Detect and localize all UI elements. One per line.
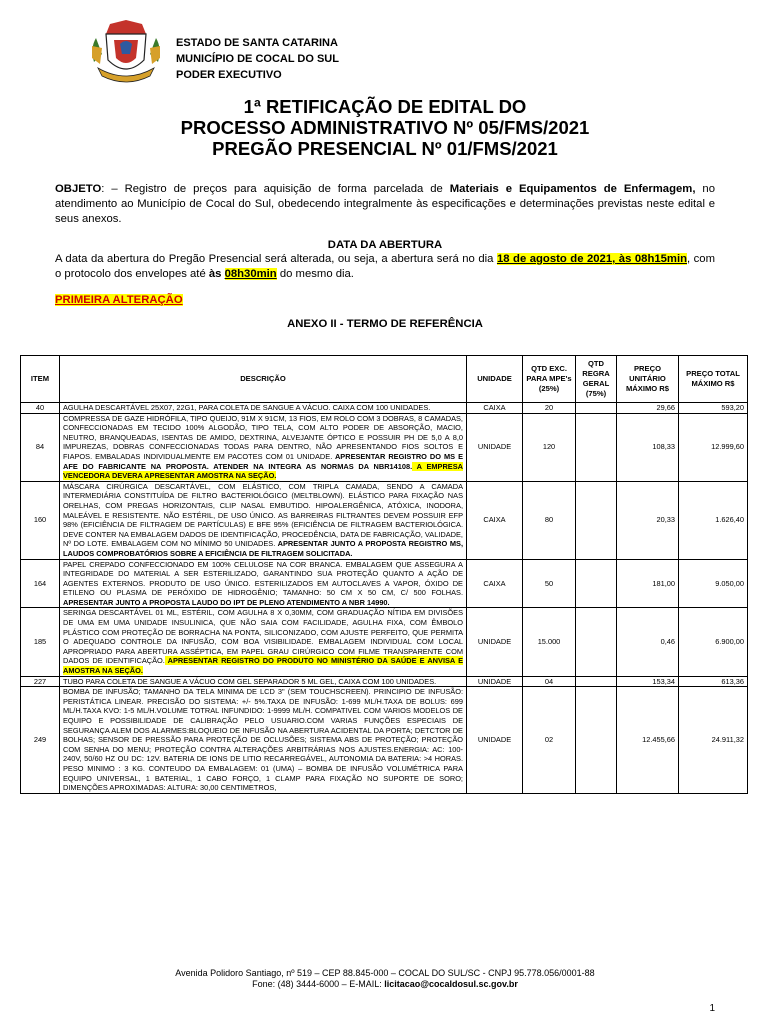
cell-qtd-exc: 15.000 [523, 608, 576, 676]
cell-descricao [60, 687, 467, 794]
objeto-text-2: no atendimento ao Município de Cocal do Sul, obedecendo integralmente às especificações e determinações previstas neste edital e seus anexos. [55, 183, 715, 225]
cell-preco-total: 9.050,00 [679, 559, 748, 608]
cell-preco-unitario: 12.455,66 [617, 687, 679, 794]
desc-text: PAPEL CREPADO CONFECCIONADO EM 100% CELULOSE NA COR BRANCA. EMBALAGEM QUE ASSEGURA A INTEGRIDADE DO MATERIAL A SER ESTERILIZADO, GARANTINDO SUA PROTEÇÃO QUANTO A AÇÃO DE AGENTES EXTERNOS. PRODUTO DE USO ÚNICO. ESTERILIZADOS EM AUTOCLAVES A VAPOR, ÓXIDO DE ETILENO OU PLASMA DE PERÓXIDO DE HIDROGÊNIO; TAMANHO: 50 CM X 50 CM, C/ 500 FOLHAS. [63, 559, 463, 598]
cell-qtd-exc: 20 [523, 403, 576, 414]
abertura-time-prefix: às [208, 268, 225, 280]
cell-item: 160 [21, 481, 60, 559]
col-preco-total: PREÇO TOTAL MÁXIMO R$ [679, 356, 748, 403]
cell-unidade: CAIXA [467, 481, 523, 559]
cell-unidade: UNIDADE [467, 676, 523, 687]
cell-unidade: UNIDADE [467, 608, 523, 676]
abertura-text-2: , com o protocolo dos envelopes até [55, 253, 716, 280]
cell-qtd-exc: 120 [523, 413, 576, 481]
table-row [21, 481, 748, 559]
desc-text: MÁSCARA CIRÚRGICA DESCARTÁVEL, COM ELÁSTICO, COM TRIPLA CAMADA, SENDO A CAMADA INTERMEDIÁRIA CONSTITUÍDA DE FILTRO BACTERIOLÓGICO (MELTBLOWN). ELÁSTICO PARA FIXAÇÃO NAS ORELHAS, COM PREGAS HORIZONTAIS, CLIP NASAL EMBUTIDO. HIPOALERGÊNICA, ATÓXICA, INODORA, MALEÁVEL E RESISTENTE. NÃO ESTÉRIL, DE USO ÚNICO. AS BARREIRAS FILTRANTES DEVEM POSSUIR EFP 98% (EFICIÊNCIA DE FILTRAGEM DE PARTÍCULAS) E BFE 95% (EFICIÊNCIA DE FILTRAGEM BACTERIOLÓGICA. DEVE CONTER NA EMBALAGEM DADOS DE IDENTIFICAÇÃO, PROCEDÊNCIA, DATA DE FABRICAÇÃO, VALIDADE, Nº DO LOTE. EMBALAGEM COM NO MÍNIMO 50 UNIDADES. [63, 481, 463, 549]
cell-item: 185 [21, 608, 60, 676]
page-footer [0, 968, 770, 990]
cell-preco-total: 593,20 [679, 403, 748, 414]
cell-qtd-regra [576, 559, 617, 608]
footer-phone: Fone: (48) 3444-6000 – E-MAIL: [252, 979, 385, 989]
objeto-bold: Materiais e Equipamentos de Enfermagem, [449, 183, 696, 195]
table-row [21, 413, 748, 481]
cell-qtd-exc: 50 [523, 559, 576, 608]
page-header [88, 18, 728, 88]
title-line-1: 1ª RETIFICAÇÃO DE EDITAL DO [243, 96, 527, 117]
abertura-text-3: do mesmo dia. [276, 268, 354, 280]
cell-qtd-regra [576, 413, 617, 481]
col-qtd-exc: QTD EXC. PARA MPE's (25%) [523, 356, 576, 403]
anexo-heading: ANEXO II - TERMO DE REFERÊNCIA [287, 318, 483, 330]
objeto-paragraph [55, 182, 715, 227]
col-unidade: UNIDADE [467, 356, 523, 403]
page-number: 1 [709, 1003, 715, 1014]
cell-qtd-exc: 80 [523, 481, 576, 559]
desc-text: BOMBA DE INFUSÃO; TAMANHO DA TELA MINIMA DE LCD 3" (SEM TOUCHSCREEN). PRINCIPIO DE INFUSÃO: PERISTÁTICA LINEAR. PRECISÃO DO SISTEMA: +/- 5%.TAXA DE INFUSÃO: 1-699 ML/H.TAXA DE BOLUS: 699 ML/H.TAXA KVO: 1-5 ML/H.VOLUME TOTRAL INFUNDIDO: 1-9999 ML/H. COMPATIVEL COM VARIOS MODELOS DE EQUIPO E POSSIBILIDADE DE CALIBRAÇÃO PELO USUARIO.COM VARIAS FUNÇÕES ESPECIAIS DE SEGURANÇA ALEM DOS ALARMES:BLOQUEIO DE INFUSÃO NA ABERTURA ACIDENTAL DA PORTA; DETCTOR DE BOLHAS; SENSOR DE PRESSÃO PARA PROTEÇÃO DE OCLUSÕES; SISTEMA ABS DE PROTEÇÃO; PROTEÇÃO COM SENHA DO MENU; PROTEÇÃO CONTRA ALTERAÇÕES ARBITRÁRIAS NOS AJUSTES.ENERGIA: AC: 100-240V, 50/60 HZ OU DC: 12V. BATERIA DE IONS DE LITIO RECARREGÁVEL, AUTONOMIA DA BATERIA: >4 HORAS. PESO MINIMO : 3 KG. CONTEUDO DA EMBALAGEM: 01 (UMA) – BOMBA DE INFUSÃO VOLUMÉTRICA PARA EQUIPO UNIVERSAL, 1 BATERIAL, 1 CABO FORÇO, 1 CLAMP PARA FIXAÇÃO NO SUPORTE DE SORO; DIMENÇÕES APROXIMADAS: ALTURA: 30,00 CENTIMETROS, [63, 687, 463, 793]
footer-address: Avenida Polidoro Santiago, nº 519 – CEP 88.845-000 – COCAL DO SUL/SC - CNPJ 95.778.056/0001-88 [175, 968, 595, 978]
desc-text: AGULHA DESCARTÁVEL 25X07, 22G1, PARA COLETA DE SANGUE A VÁCUO. CAIXA COM 100 UNIDADES. [63, 403, 431, 412]
cell-qtd-exc: 02 [523, 687, 576, 794]
cell-item: 40 [21, 403, 60, 414]
primeira-alteracao-label: PRIMEIRA ALTERAÇÃO [55, 294, 183, 306]
table-row [21, 608, 748, 676]
table-row [21, 676, 748, 687]
desc-bold: APRESENTAR REGISTRO DO MS E AFE DO FABRICANTE NA PROPOSTA. ATENDER NA INTEGRA AS NORMAS DA NBR14108. [63, 451, 463, 471]
objeto-text-1: : – Registro de preços para aquisição de forma parcelada de [101, 183, 450, 195]
cell-preco-total: 12.999,60 [679, 413, 748, 481]
municipality-name: MUNICÍPIO DE COCAL DO SUL [176, 53, 339, 65]
cell-qtd-regra [576, 676, 617, 687]
desc-bold: APRESENTAR JUNTO A PROPOSTA REGISTRO MS, LAUDOS COMPROBATÓRIOS SOBRE A EFICIÊNCIA DE FILTRAGEM SOLICITADA. [63, 539, 463, 558]
branch-name: PODER EXECUTIVO [176, 69, 282, 81]
desc-text: COMPRESSA DE GAZE HIDRÓFILA, TIPO QUEIJO, 91M X 91CM, 13 FIOS, EM ROLO COM 3 DOBRAS, 8 CAMADAS, CONFECCIONADAS EM TECIDO 100% ALGODÃO, TIPO TELA, COM ALTO PODER DE ABSORÇÃO, MACIO, NEUTRO, BRANQUEADAS, ISENTAS DE AMIDO, DEXTRINA, ALVEJANTE ÓPTICO E POSSUIR PH DE 5,0 A 8,0 IMPUREZAS, DOBRAS CONFECCIONADAS TODAS PARA DENTRO, NÃO APRESENTANDO FIOS SOLTOS E FIAPOS. EMBALADAS INDIVIDUALMENTE EM PACOTES COM 01 UNIDADE. [63, 413, 463, 461]
desc-text: SERINGA DESCARTÁVEL 01 ML, ESTÉRIL, COM AGULHA 8 X 0,30MM, COM GRADUAÇÃO NÍTIDA EM DIVISÕES DE UMA EM UMA UNIDADE INSULINICA, QUE NÃO SAIA COM FACILIDADE, AGULHA FIXA, COM ÊMBOLO PLÁSTICO COM PROTEÇÃO DE BORRACHA NA PONTA, SILICONIZADO, COM AJUSTE PERFEITO, QUE PERMITA O ADEQUADO CONTROLE DA INFUSÃO, COM BOA VISIBILIDADE. EMBALAGEM INDIVIDUAL COM LOCAL APROPRIADO PARA ABERTURA ASSÉPTICA, EM PAPEL GRAU CIRÚRGICO COM FILME TRANSPARENTE COM DADOS DE IDENTIFICAÇÃO. [63, 608, 463, 666]
abertura-heading: DATA DA ABERTURA [327, 239, 443, 251]
abertura-time: 08h30min [224, 268, 277, 280]
cell-preco-total: 613,36 [679, 676, 748, 687]
footer-contact [0, 979, 770, 990]
table-row [21, 403, 748, 414]
abertura-date: 18 de agosto de 2021, às 08h15min [496, 253, 687, 265]
cell-preco-unitario: 153,34 [617, 676, 679, 687]
objeto-label: OBJETO [55, 183, 102, 195]
cell-item: 84 [21, 413, 60, 481]
cell-item: 249 [21, 687, 60, 794]
col-item: ITEM [21, 356, 60, 403]
cell-preco-total: 24.911,32 [679, 687, 748, 794]
items-table [20, 355, 748, 794]
desc-highlight: APRESENTAR REGISTRO DO PRODUTO NO MINISTÉRIO DA SAÚDE E ANVISA E AMOSTRA NA SEÇÃO. [63, 656, 463, 676]
cell-preco-unitario: 181,00 [617, 559, 679, 608]
cell-item: 164 [21, 559, 60, 608]
cell-descricao [60, 403, 467, 414]
table-row [21, 559, 748, 608]
abertura-paragraph [55, 252, 715, 282]
col-descricao: DESCRIÇÃO [60, 356, 467, 403]
municipal-coat-of-arms-icon [88, 18, 164, 90]
cell-unidade: UNIDADE [467, 413, 523, 481]
document-title [0, 96, 770, 159]
cell-preco-unitario: 20,33 [617, 481, 679, 559]
cell-qtd-regra [576, 481, 617, 559]
cell-unidade: UNIDADE [467, 687, 523, 794]
cell-unidade: CAIXA [467, 559, 523, 608]
state-name: ESTADO DE SANTA CATARINA [176, 37, 338, 49]
title-line-3: PREGÃO PRESENCIAL Nº 01/FMS/2021 [212, 138, 558, 159]
cell-preco-total: 6.900,00 [679, 608, 748, 676]
cell-unidade: CAIXA [467, 403, 523, 414]
col-preco-unitario: PREÇO UNITÁRIO MÁXIMO R$ [617, 356, 679, 403]
cell-descricao [60, 481, 467, 559]
cell-qtd-regra [576, 687, 617, 794]
issuer-block [176, 35, 339, 83]
desc-bold: APRESENTAR JUNTO A PROPOSTA LAUDO DO IPT DE PLENO ATENDIMENTO A NBR 14990. [63, 597, 390, 607]
desc-text: TUBO PARA COLETA DE SANGUE A VÁCUO COM GEL SEPARADOR 5 ML GEL, CAIXA COM 100 UNIDADES. [63, 676, 437, 686]
cell-descricao [60, 676, 467, 687]
cell-preco-total: 1.626,40 [679, 481, 748, 559]
cell-preco-unitario: 29,66 [617, 403, 679, 414]
cell-qtd-exc: 04 [523, 676, 576, 687]
col-qtd-regra: QTD REGRA GERAL (75%) [576, 356, 617, 403]
cell-preco-unitario: 0,46 [617, 608, 679, 676]
title-line-2: PROCESSO ADMINISTRATIVO Nº 05/FMS/2021 [180, 117, 590, 138]
cell-qtd-regra [576, 608, 617, 676]
abertura-text-1: A data da abertura do Pregão Presencial será alterada, ou seja, a abertura será no dia [55, 253, 497, 265]
table-header-row [21, 356, 748, 403]
table-row [21, 687, 748, 794]
footer-email-link[interactable]: licitacao@cocaldosul.sc.gov.br [384, 979, 518, 989]
cell-descricao [60, 413, 467, 481]
desc-highlight: A EMPRESA VENCEDORA DEVERA APRESENTAR AMOSTRA NA SEÇÃO. [63, 461, 463, 481]
cell-preco-unitario: 108,33 [617, 413, 679, 481]
cell-descricao [60, 608, 467, 676]
cell-item: 227 [21, 676, 60, 687]
cell-descricao [60, 559, 467, 608]
cell-qtd-regra [576, 403, 617, 414]
